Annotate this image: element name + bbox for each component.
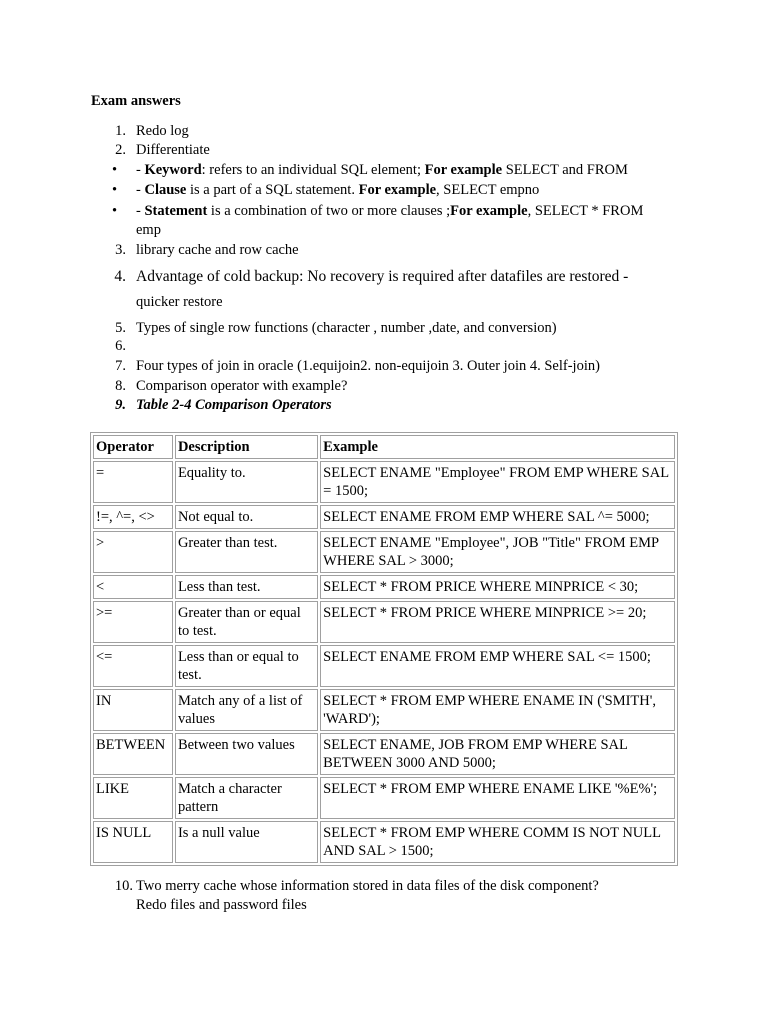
table-header-row [93,435,675,459]
table-row [93,645,675,687]
example-cell: SELECT * FROM PRICE WHERE MINPRICE >= 20; [320,601,675,643]
description-cell: Is a null value [175,821,318,863]
header-example: Example [320,435,675,459]
document-page: Exam answers 1. Redo log 2. Differentiate • - Keyword: refers to an individual SQL element; For example SELECT and FROM • - Clause is a part of a SQL statement. For example, SELECT empno • - Statement is a combination of two or more clauses ;For example, SELECT * FROM emp 3. library cache and row cache 4. Advantage of cold backup: No recovery is required after datafiles are restored - quicker restore 5. Types of single row functions (character , number ,date, and conversion) 6. 7. Four types of join in oracle (1.equijoin2. non-equijoin 3. Outer join 4. Self-join) 8. Comparison operator with example? 9. Table 2-4 Comparison Operators Operator Description Example = Equality to. SELECT ENAME "Employee" FROM EMP WHERE SAL = 1500; !=, ^=, <> Not equal to. SELECT ENAME FROM EMP WHERE SAL ^= 5000; > Greater than test. SELECT ENAME "Employee", JOB "Title" FROM EMP WHERE SAL > 3000; < Less than test. SELECT * FROM PRICE WHERE MINPRICE < 30; >= Greater than or equal to test. SELECT * FROM PRICE WHERE MINPRICE >= 20; <= Less than or equal to test. SELECT ENAME FROM EMP WHERE SAL <= 1500; IN Match any of a list of values SELECT * FROM EMP WHERE ENAME IN ('SMITH', 'WARD'); BETWEEN Between two values SELECT ENAME, JOB FROM EMP WHERE SAL BETWEEN 3000 AND 5000; LIKE Match a character pattern SELECT * FROM EMP WHERE ENAME LIKE '%E%'; IS NULL Is a null value SELECT * FROM EMP WHERE COMM IS NOT NULL AND SAL > 1500; 10. Two merry cache whose information stored in data files of the disk component? Redo files and password files [0,0,768,1024]
description-cell: Greater than test. [175,531,318,573]
table-row [93,505,675,529]
description-cell: Equality to. [175,461,318,503]
description-cell: Not equal to. [175,505,318,529]
operator-cell: BETWEEN [93,733,173,775]
description-cell: Between two values [175,733,318,775]
description-cell: Less than or equal to test. [175,645,318,687]
operator-cell: IN [93,689,173,731]
header-description: Description [175,435,318,459]
operator-cell: > [93,531,173,573]
table-row [93,689,675,731]
description-cell: Match a character pattern [175,777,318,819]
operator-cell: !=, ^=, <> [93,505,173,529]
table-row [93,821,675,863]
comparison-operators-table [90,432,678,866]
table-row [93,575,675,599]
operator-cell: LIKE [93,777,173,819]
operator-cell: >= [93,601,173,643]
example-cell: SELECT * FROM EMP WHERE ENAME IN ('SMITH', 'WARD'); [320,689,675,731]
example-cell: SELECT * FROM EMP WHERE COMM IS NOT NULL AND SAL > 1500; [320,821,675,863]
operator-cell: IS NULL [93,821,173,863]
example-cell: SELECT ENAME "Employee", JOB "Title" FROM EMP WHERE SAL > 3000; [320,531,675,573]
description-cell: Greater than or equal to test. [175,601,318,643]
table-row [93,461,675,503]
header-operator: Operator [93,435,173,459]
operator-cell: < [93,575,173,599]
example-cell: SELECT ENAME FROM EMP WHERE SAL <= 1500; [320,645,675,687]
example-cell: SELECT ENAME, JOB FROM EMP WHERE SAL BETWEEN 3000 AND 5000; [320,733,675,775]
page-title: Exam answers [91,93,181,109]
example-cell: SELECT * FROM PRICE WHERE MINPRICE < 30; [320,575,675,599]
example-cell: SELECT ENAME "Employee" FROM EMP WHERE SAL = 1500; [320,461,675,503]
table-row [93,733,675,775]
table-row [93,777,675,819]
operator-cell: <= [93,645,173,687]
example-cell: SELECT * FROM EMP WHERE ENAME LIKE '%E%'; [320,777,675,819]
example-cell: SELECT ENAME FROM EMP WHERE SAL ^= 5000; [320,505,675,529]
table-row [93,531,675,573]
description-cell: Less than test. [175,575,318,599]
operator-cell: = [93,461,173,503]
description-cell: Match any of a list of values [175,689,318,731]
table-row [93,601,675,643]
